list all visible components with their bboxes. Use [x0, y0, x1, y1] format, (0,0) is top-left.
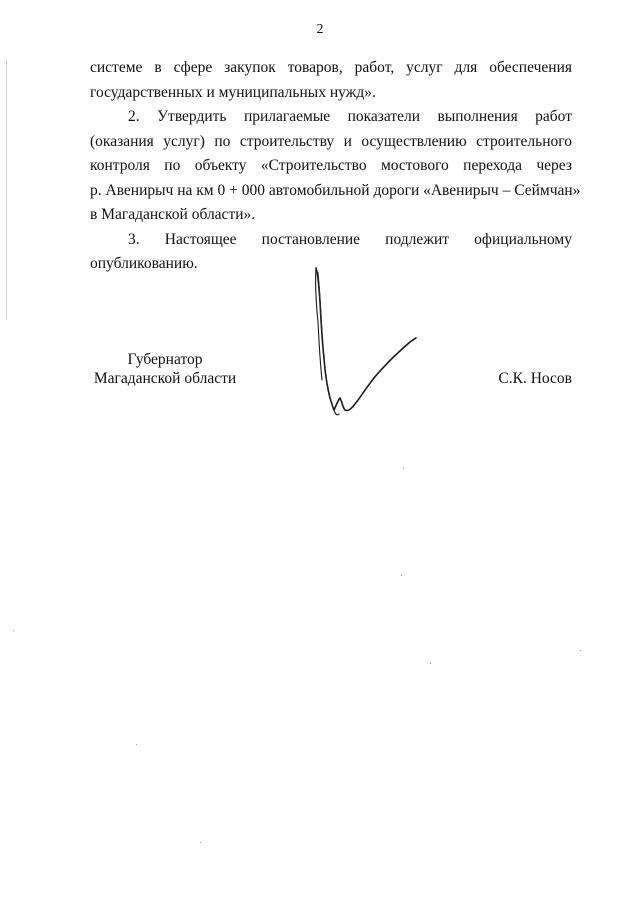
signer-name: С.К. Носов: [498, 370, 572, 387]
scan-speck: [430, 663, 431, 664]
scan-speck: [13, 630, 14, 631]
scan-speck: [401, 575, 402, 576]
paragraph-1: [90, 56, 572, 105]
text-line: системе в сфере закупок товаров, работ, услуг для обеспечения: [90, 59, 572, 76]
page-number: 2: [316, 22, 324, 37]
signature-block: [0, 350, 640, 430]
signer-title: [90, 350, 240, 388]
signer-title-line: Губернатор: [127, 351, 203, 368]
scan-speck: [136, 744, 137, 745]
text-line: 3. Настоящее постановление подлежит официальному: [128, 230, 572, 248]
text-line: р. Авенирыч на км 0 + 000 автомобильной дороги «Авенирыч – Сеймчан»: [90, 181, 581, 199]
paragraph-2: [90, 105, 581, 228]
scan-margin-line: [6, 60, 7, 320]
text-line: 2. Утвердить прилагаемые показатели выполнения работ: [128, 108, 572, 125]
scan-speck: [200, 842, 201, 843]
text-line: контроля по объекту «Строительство мостового перехода через: [90, 157, 572, 174]
text-line: государственных и муниципальных нужд».: [90, 83, 376, 101]
scan-speck: [580, 650, 581, 651]
signer-title-line: Магаданской области: [93, 370, 237, 387]
text-line: в Магаданской области».: [90, 206, 256, 223]
document-body: [90, 56, 581, 277]
text-line: опубликованию.: [90, 255, 198, 272]
text-line: (оказания услуг) по строительству и осуществлению строительного: [90, 132, 572, 150]
scan-speck: [403, 468, 404, 469]
